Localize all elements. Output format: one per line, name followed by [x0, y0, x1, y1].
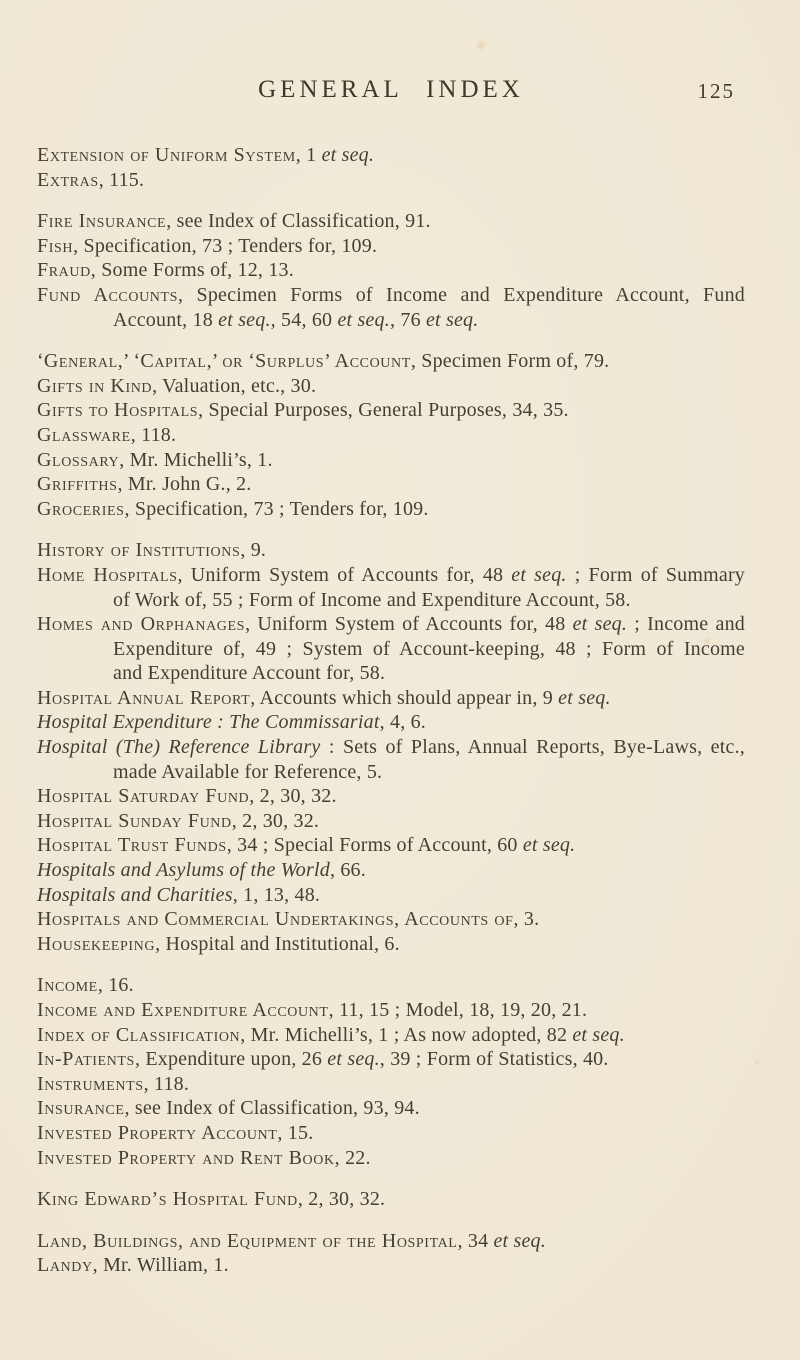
- text-segment: Griffiths: [37, 473, 118, 496]
- text-segment: et seq.: [218, 308, 271, 331]
- text-segment: et seq.: [425, 308, 479, 331]
- text-segment: , 76: [389, 308, 426, 331]
- entry-line: [37, 398, 745, 423]
- index-entry: [37, 423, 745, 448]
- index-entry: [37, 998, 745, 1023]
- entry-line: [37, 563, 745, 588]
- text-segment: , 16.: [97, 974, 134, 997]
- text-segment: , 2, 30, 32.: [249, 785, 337, 808]
- index-entry: [37, 907, 745, 932]
- entry-line: [37, 1229, 745, 1254]
- text-segment: Fund Accounts: [37, 283, 179, 306]
- entry-line: [37, 538, 745, 563]
- text-segment: , 22.: [334, 1146, 371, 1169]
- text-segment: Hospitals and Charities: [37, 883, 233, 906]
- text-segment: Home Hospitals: [37, 563, 178, 586]
- text-segment: , 11, 15 ; Model, 18, 19, 20, 21.: [328, 999, 588, 1021]
- text-segment: , 115.: [98, 168, 145, 191]
- index-group: [37, 349, 745, 521]
- index-entry: [37, 538, 745, 563]
- text-segment: Gifts in Kind: [37, 374, 153, 397]
- entry-line: [37, 168, 745, 193]
- entry-line: [37, 932, 745, 957]
- index-entry: [37, 1229, 745, 1254]
- text-segment: and Expenditure Account for, 58.: [113, 662, 386, 685]
- text-segment: et seq.: [511, 563, 567, 586]
- text-segment: Hospital Saturday Fund: [37, 785, 250, 808]
- entry-line: [37, 998, 745, 1023]
- index-entry: [37, 710, 745, 735]
- index-group: [37, 1229, 745, 1278]
- text-segment: ,’: [206, 350, 223, 373]
- index-entry: [37, 973, 745, 998]
- text-segment: , Specimen Forms of Income and Expenditure Account, Fund: [178, 283, 745, 306]
- entry-line: [37, 1096, 745, 1121]
- text-segment: King Edward’s Hospital Fund: [37, 1188, 298, 1211]
- text-segment: ; Income and: [627, 613, 745, 636]
- index-entry: [37, 686, 745, 711]
- entry-line: [37, 883, 745, 908]
- text-segment: Expenditure of, 49 ; System of Account-keeping, 48 ; Form of Income: [113, 637, 745, 660]
- entry-line: [37, 423, 745, 448]
- entry-line: [37, 258, 745, 283]
- text-segment: , 54, 60: [270, 308, 338, 331]
- index-entry: [37, 143, 745, 168]
- text-segment: Fire Insurance: [37, 210, 167, 233]
- text-segment: : Sets of Plans, Annual Reports, Bye-Laws, etc.,: [320, 736, 745, 759]
- text-segment: , Uniform System of Accounts for, 48: [177, 563, 512, 586]
- text-segment: Instruments: [37, 1072, 144, 1095]
- index-entry: [37, 283, 745, 332]
- index-group: [37, 538, 745, 956]
- text-segment: , see Index of Classification, 91.: [166, 210, 431, 233]
- index-entry: [37, 497, 745, 522]
- text-segment: Hospital Annual Report: [37, 686, 251, 709]
- entry-line: [37, 1253, 745, 1278]
- text-segment: In-Patients: [37, 1048, 135, 1071]
- entry-line: [37, 1023, 745, 1048]
- text-segment: Index of Classification: [37, 1023, 241, 1046]
- entry-line: [37, 858, 745, 883]
- text-segment: , 2, 30, 32.: [231, 809, 320, 832]
- text-segment: made Available for Reference, 5.: [113, 760, 383, 783]
- entry-line: [37, 234, 745, 259]
- text-segment: Groceries: [37, 497, 125, 520]
- index-entry: [37, 258, 745, 283]
- index-group: [37, 973, 745, 1170]
- text-segment: , Uniform System of Accounts for, 48: [245, 613, 573, 636]
- text-segment: Hospital Sunday Fund: [37, 809, 232, 832]
- index-entry: [37, 472, 745, 497]
- entry-continuation-line: [37, 308, 745, 333]
- text-segment: , Mr. Michelli’s, 1 ; As now adopted, 82: [240, 1023, 573, 1046]
- index-entry: [37, 349, 745, 374]
- text-segment: , Some Forms of, 12, 13.: [90, 259, 294, 282]
- text-segment: et seq.: [572, 613, 628, 636]
- text-segment: Invested Property and Rent Book: [37, 1146, 335, 1169]
- text-segment: , 34 ; Special Forms of Account, 60: [226, 834, 523, 857]
- entry-line: [37, 735, 745, 760]
- entry-line: [37, 1121, 745, 1146]
- entry-line: [37, 1072, 745, 1097]
- index-entry: [37, 563, 745, 612]
- text-segment: Hospital Trust Funds: [37, 834, 227, 857]
- text-segment: , Mr. Michelli’s, 1.: [119, 448, 273, 471]
- index-entries: [37, 143, 745, 1278]
- text-segment: et seq.: [522, 834, 576, 857]
- index-entry: [37, 448, 745, 473]
- text-segment: Glossary: [37, 448, 120, 471]
- text-segment: , Hospital and Institutional, 6.: [155, 932, 400, 955]
- text-segment: , Special Purposes, General Purposes, 34, 35.: [198, 399, 569, 422]
- entry-continuation-line: [37, 637, 745, 662]
- text-segment: , see Index of Classification, 93, 94.: [124, 1097, 420, 1120]
- text-segment: Hospital (The) Reference Library: [37, 736, 321, 759]
- entry-line: [37, 209, 745, 234]
- entry-line: [37, 907, 745, 932]
- index-entry: [37, 809, 745, 834]
- page-content: [37, 0, 745, 1295]
- entry-line: [37, 374, 745, 399]
- entry-line: [37, 710, 745, 735]
- text-segment: , 66.: [329, 859, 366, 882]
- index-entry: [37, 1023, 745, 1048]
- text-segment: Glassware: [37, 423, 131, 446]
- index-group: [37, 209, 745, 332]
- index-entry: [37, 1047, 745, 1072]
- text-segment: Hospital Expenditure : The Commissariat: [37, 711, 380, 734]
- entry-line: [37, 143, 745, 168]
- text-segment: Homes and Orphanages: [37, 613, 246, 636]
- index-entry: [37, 1253, 745, 1278]
- entry-line: [37, 497, 745, 522]
- text-segment: , 1: [295, 144, 322, 166]
- text-segment: , Expenditure upon, 26: [134, 1048, 328, 1071]
- entry-line: [37, 686, 745, 711]
- index-group: [37, 143, 745, 192]
- text-segment: , 4, 6.: [379, 711, 427, 734]
- text-segment: Account, 18: [113, 308, 219, 331]
- index-entry: [37, 883, 745, 908]
- text-segment: General: [43, 350, 118, 373]
- entry-continuation-line: [37, 661, 745, 686]
- entry-line: [37, 349, 745, 374]
- text-segment: Gifts to Hospitals: [37, 399, 199, 422]
- text-segment: ; Form of Summary: [566, 563, 745, 586]
- entry-line: [37, 283, 745, 308]
- text-segment: of Work of, 55 ; Form of Income and Expenditure Account, 58.: [113, 588, 631, 611]
- index-group: [37, 1187, 745, 1212]
- text-segment: ‘: [37, 350, 44, 373]
- index-entry: [37, 374, 745, 399]
- text-segment: , 3.: [513, 908, 540, 931]
- entry-line: [37, 784, 745, 809]
- text-segment: ’: [324, 350, 335, 373]
- text-segment: Invested Property Account: [37, 1121, 278, 1144]
- text-segment: Landy: [37, 1254, 93, 1277]
- index-entry: [37, 1146, 745, 1171]
- text-segment: History of Institutions: [37, 539, 241, 562]
- text-segment: , Specification, 73 ; Tenders for, 109.: [124, 497, 429, 520]
- text-segment: Land, Buildings, and Equipment of the Hospital: [37, 1229, 458, 1252]
- entry-line: [37, 973, 745, 998]
- text-segment: Extras: [37, 168, 99, 191]
- text-segment: et seq.: [327, 1048, 380, 1071]
- entry-line: [37, 448, 745, 473]
- text-segment: or: [222, 350, 244, 373]
- text-segment: , 1, 13, 48.: [232, 883, 321, 906]
- index-entry: [37, 932, 745, 957]
- text-segment: , 15.: [277, 1121, 314, 1144]
- text-segment: Hospitals and Asylums of the World: [37, 859, 330, 882]
- text-segment: Insurance: [37, 1097, 125, 1120]
- text-segment: , 2, 30, 32.: [297, 1188, 386, 1211]
- text-segment: , 39 ; Form of Statistics, 40.: [379, 1048, 609, 1071]
- entry-line: [37, 809, 745, 834]
- text-segment: Account: [334, 350, 411, 373]
- index-entry: [37, 1121, 745, 1146]
- page-title: GENERAL INDEX: [258, 76, 524, 103]
- text-segment: , 34: [457, 1229, 494, 1252]
- text-segment: , 118.: [143, 1072, 190, 1095]
- index-entry: [37, 398, 745, 423]
- index-entry: [37, 168, 745, 193]
- text-segment: et seq.: [558, 686, 611, 709]
- text-segment: , Accounts which should appear in, 9: [250, 686, 559, 709]
- index-entry: [37, 1187, 745, 1212]
- text-segment: ‘: [243, 350, 256, 373]
- text-segment: Income: [37, 974, 98, 997]
- text-segment: , 118.: [130, 423, 177, 446]
- entry-line: [37, 1187, 745, 1212]
- index-entry: [37, 784, 745, 809]
- entry-continuation-line: [37, 588, 745, 613]
- text-segment: , 9.: [240, 539, 267, 562]
- page-number: 125: [697, 79, 735, 103]
- index-entry: [37, 612, 745, 686]
- text-segment: Hospitals and Commercial Undertakings, Accounts of: [37, 908, 514, 931]
- entry-line: [37, 472, 745, 497]
- index-entry: [37, 209, 745, 234]
- index-entry: [37, 1072, 745, 1097]
- index-entry: [37, 858, 745, 883]
- entry-line: [37, 612, 745, 637]
- text-segment: et seq.: [493, 1229, 546, 1252]
- text-segment: Housekeeping: [37, 932, 156, 955]
- text-segment: Capital: [140, 350, 207, 373]
- entry-line: [37, 833, 745, 858]
- text-segment: , Mr. William, 1.: [92, 1254, 229, 1277]
- index-entry: [37, 234, 745, 259]
- text-segment: , Specification, 73 ; Tenders for, 109.: [73, 234, 378, 257]
- page-header: [37, 76, 745, 110]
- index-entry: [37, 833, 745, 858]
- text-segment: Income and Expenditure Account: [37, 999, 329, 1021]
- text-segment: , Valuation, etc., 30.: [152, 374, 317, 397]
- text-segment: Surplus: [255, 350, 325, 373]
- index-entry: [37, 1096, 745, 1121]
- text-segment: Fish: [37, 234, 74, 257]
- entry-line: [37, 1047, 745, 1072]
- text-segment: et seq.: [321, 144, 375, 166]
- text-segment: Extension of Uniform System: [37, 144, 296, 166]
- text-segment: et seq.: [337, 308, 390, 331]
- entry-continuation-line: [37, 760, 745, 785]
- text-segment: , Mr. John G., 2.: [117, 473, 252, 496]
- text-segment: , Specimen Form of, 79.: [410, 350, 610, 373]
- text-segment: et seq.: [572, 1023, 625, 1046]
- index-entry: [37, 735, 745, 784]
- text-segment: ,’ ‘: [117, 350, 141, 373]
- text-segment: Fraud: [37, 259, 91, 282]
- entry-line: [37, 1146, 745, 1171]
